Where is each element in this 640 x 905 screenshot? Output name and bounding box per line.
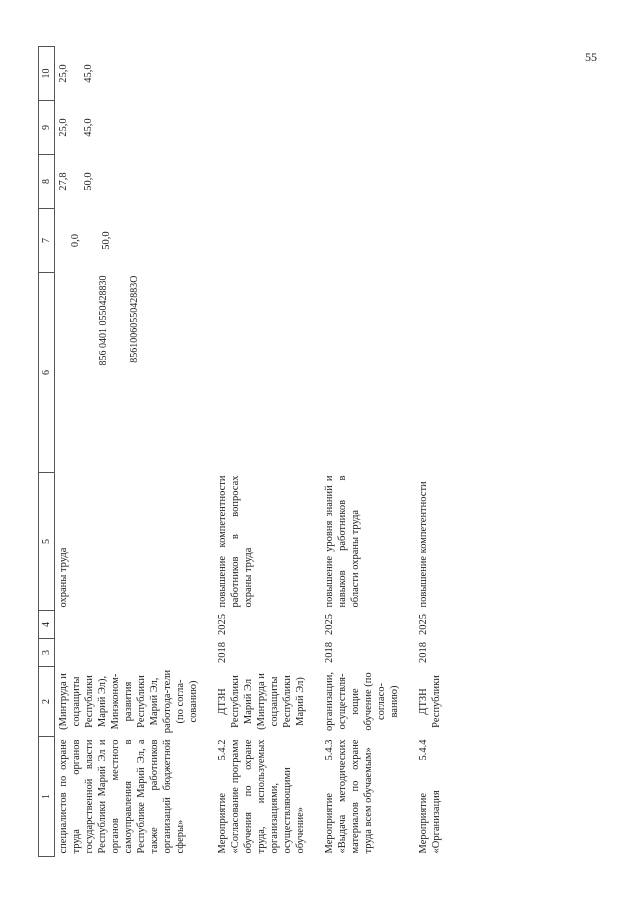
table-row (214, 47, 309, 857)
start-year: 2018 (324, 642, 335, 663)
value: 45,0 (83, 64, 94, 83)
start-year: 2018 (217, 642, 228, 663)
column-header: 10 (39, 47, 55, 101)
end-year: 2025 (418, 614, 429, 635)
column-header: 5 (39, 473, 55, 611)
measure-name: Мероприятие 5.4.2 «Согласование программ обучения по охране труда, используемых организациями, осуществляющими обучение» (217, 739, 306, 854)
budget-code: 856 0401 0550428830 (98, 275, 109, 366)
program-table (38, 46, 445, 857)
column-header: 3 (39, 639, 55, 667)
measure-name: специалистов по охране труда органов государственной власти Республики Марий Эл и органов местного самоуправления в Республике Марий Эл, а также работников организаций бюджетной сферы» (58, 739, 186, 854)
executor: (Минтруда и соцзащиты Республики Марий Эл), Минэконом-развития Республики Марий Эл, работода-тели (по согла-сованию) (58, 669, 199, 734)
value: 25,0 (58, 118, 69, 137)
value-cell (55, 47, 203, 101)
measure-name: Мероприятие 5.4.3 «Выдача методических материалов по охране труда всем обучаемым» (324, 739, 374, 854)
end-year (55, 611, 203, 639)
expected-result: повышение компетентности (418, 481, 429, 608)
expected-result: повышение уровня знаний и навыков работников в области охраны труда (324, 475, 361, 608)
value-cell (55, 209, 203, 273)
table-row (321, 47, 403, 857)
value: 25,0 (58, 64, 69, 83)
executor: организации, осуществля-ющие обучение (по согласо-ванию) (324, 672, 400, 731)
measure-name: Мероприятие 5.4.4 «Организация (418, 739, 442, 854)
value: 50,0 (83, 172, 94, 191)
table-row (415, 47, 445, 857)
expected-result: повышение компетентности работников в вопросах охраны труда (217, 475, 254, 608)
end-year: 2025 (217, 614, 228, 635)
start-year: 2018 (418, 642, 429, 663)
column-header: 4 (39, 611, 55, 639)
executor: ДТЗН Республики (418, 675, 442, 728)
budget-code-cell (55, 273, 203, 473)
value: 0,0 (70, 233, 81, 248)
budget-code: 8561006055042883О (129, 275, 140, 363)
value-cell (55, 101, 203, 155)
column-header: 2 (39, 667, 55, 737)
start-year (55, 639, 203, 667)
column-header: 8 (39, 155, 55, 209)
column-header: 7 (39, 209, 55, 273)
value: 50,0 (101, 231, 112, 250)
column-header: 1 (39, 737, 55, 857)
value-cell (55, 155, 203, 209)
executor: ДТЗН Республики Марий Эл (Минтруда и соцзащиты Республики Марий Эл) (217, 673, 306, 730)
column-header-row (39, 47, 55, 857)
column-header: 9 (39, 101, 55, 155)
page-number: 55 (585, 50, 597, 64)
value: 45,0 (83, 118, 94, 137)
value: 27,8 (58, 172, 69, 191)
end-year: 2025 (324, 614, 335, 635)
expected-result: охраны труда (58, 547, 69, 608)
table-row (55, 47, 203, 857)
column-header: 6 (39, 273, 55, 473)
